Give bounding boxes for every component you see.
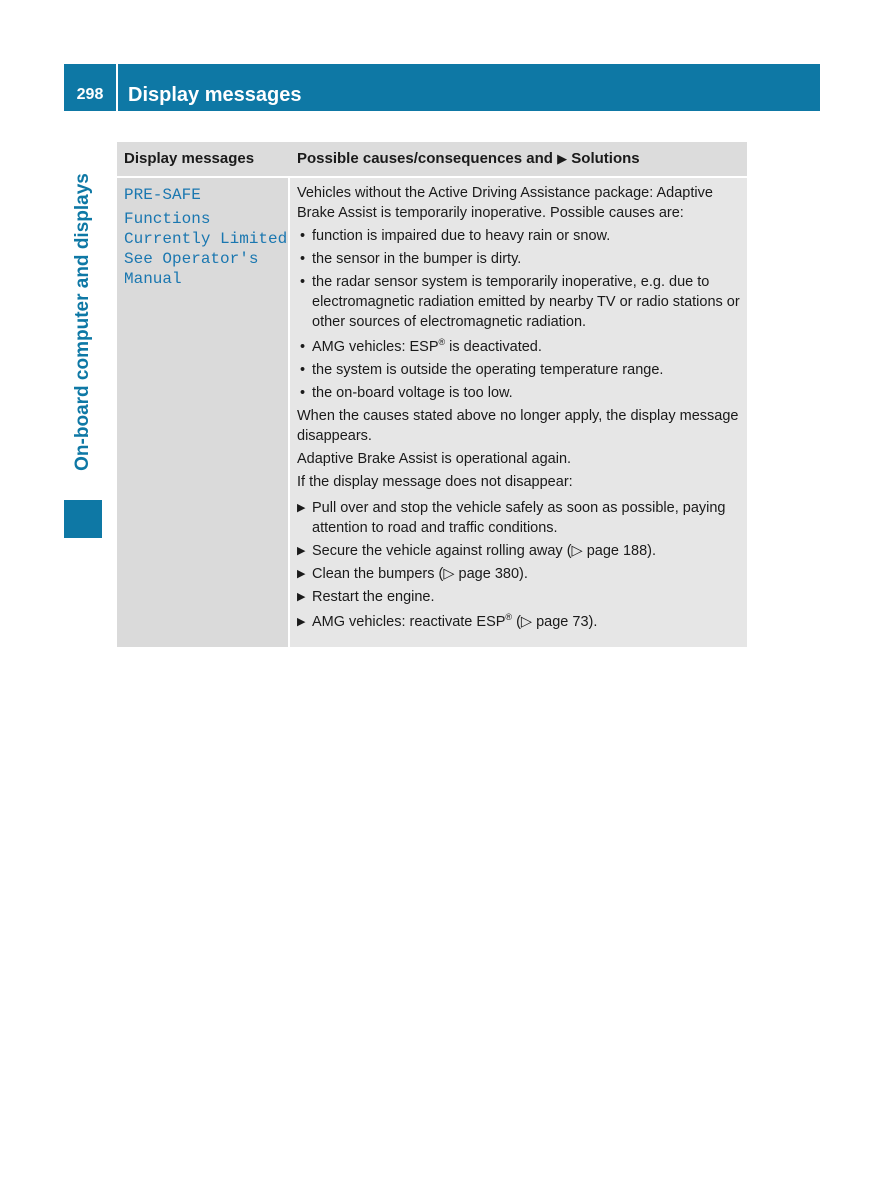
bullet-icon: • (300, 339, 306, 355)
resolution-text: When the causes stated above no longer apply, the display message disappears. (297, 408, 739, 444)
page-number: 298 (76, 86, 104, 103)
step-arrow-icon: ▶ (297, 502, 306, 514)
table-header-row (117, 142, 747, 176)
cause-text: the system is outside the operating temperature range. (312, 362, 664, 378)
causes-cell (290, 178, 747, 647)
bullet-icon: • (300, 274, 306, 290)
cause-text: function is impaired due to heavy rain or snow. (312, 228, 611, 244)
step-text: Clean the bumpers (▷ page 380). (312, 566, 528, 582)
message-line: Functions (124, 210, 211, 228)
operational-text: Adaptive Brake Assist is operational again. (297, 451, 572, 467)
causes-content (297, 183, 743, 635)
cause-text: the on-board voltage is too low. (312, 385, 513, 401)
solution-step (297, 587, 743, 607)
if-not-text: If the display message does not disappear: (297, 474, 573, 490)
column-header-causes-suffix: Solutions (571, 150, 640, 167)
cause-item (297, 249, 743, 269)
message-line: Currently Limited (124, 230, 288, 248)
section-title: Display messages (128, 84, 302, 106)
column-header-causes-prefix: Possible causes/consequences and (297, 150, 553, 167)
registered-mark: ® (505, 612, 513, 623)
header-bar (64, 64, 820, 111)
cause-item (297, 383, 743, 403)
message-line: PRE-SAFE (124, 186, 201, 204)
cause-item (297, 226, 743, 246)
header-divider (116, 64, 118, 111)
cause-item (297, 360, 743, 380)
intro-text: Vehicles without the Active Driving Assistance package: Adaptive Brake Assist is temporarily inoperative. Possible causes are: (297, 185, 713, 221)
bullet-icon: • (300, 362, 306, 378)
cause-item (297, 337, 743, 357)
solution-step (297, 498, 743, 538)
cause-text: AMG vehicles: ESP (312, 339, 439, 355)
display-messages-table (117, 142, 747, 647)
cause-text-suffix: is deactivated. (445, 339, 542, 355)
message-cell (117, 178, 288, 647)
bullet-icon: • (300, 251, 306, 267)
side-section-label-text: On-board computer and displays (72, 173, 93, 471)
solution-step (297, 612, 743, 632)
display-message-text (124, 185, 287, 289)
cause-text: the sensor in the bumper is dirty. (312, 251, 522, 267)
side-section-label (64, 156, 102, 488)
solution-step (297, 564, 743, 584)
step-text: Pull over and stop the vehicle safely as soon as possible, paying attention to road and traffic conditions. (312, 500, 726, 536)
message-line: See Operator's (124, 250, 259, 268)
column-header-messages: Display messages (124, 150, 255, 167)
step-arrow-icon: ▶ (297, 545, 306, 557)
bullet-icon: • (300, 385, 306, 401)
step-text: AMG vehicles: reactivate ESP (312, 614, 506, 630)
step-arrow-icon: ▶ (297, 591, 306, 603)
message-line: Manual (124, 270, 182, 288)
solution-step (297, 541, 743, 561)
step-arrow-icon: ▶ (297, 568, 306, 580)
step-text: Secure the vehicle against rolling away (▷ page 188). (312, 543, 657, 559)
solutions-arrow-icon: ▶ (557, 151, 568, 166)
registered-mark: ® (438, 337, 446, 348)
column-header-causes (297, 142, 640, 176)
cause-item (297, 272, 743, 332)
side-section-marker (64, 500, 102, 538)
bullet-icon: • (300, 228, 306, 244)
cause-text: the radar sensor system is temporarily inoperative, e.g. due to electromagnetic radiation emitted by nearby TV or radio stations or other sources of electromagnetic radiation. (312, 274, 740, 330)
step-text-suffix: (▷ page 73). (512, 614, 598, 630)
step-text: Restart the engine. (312, 589, 435, 605)
step-arrow-icon: ▶ (297, 616, 306, 628)
